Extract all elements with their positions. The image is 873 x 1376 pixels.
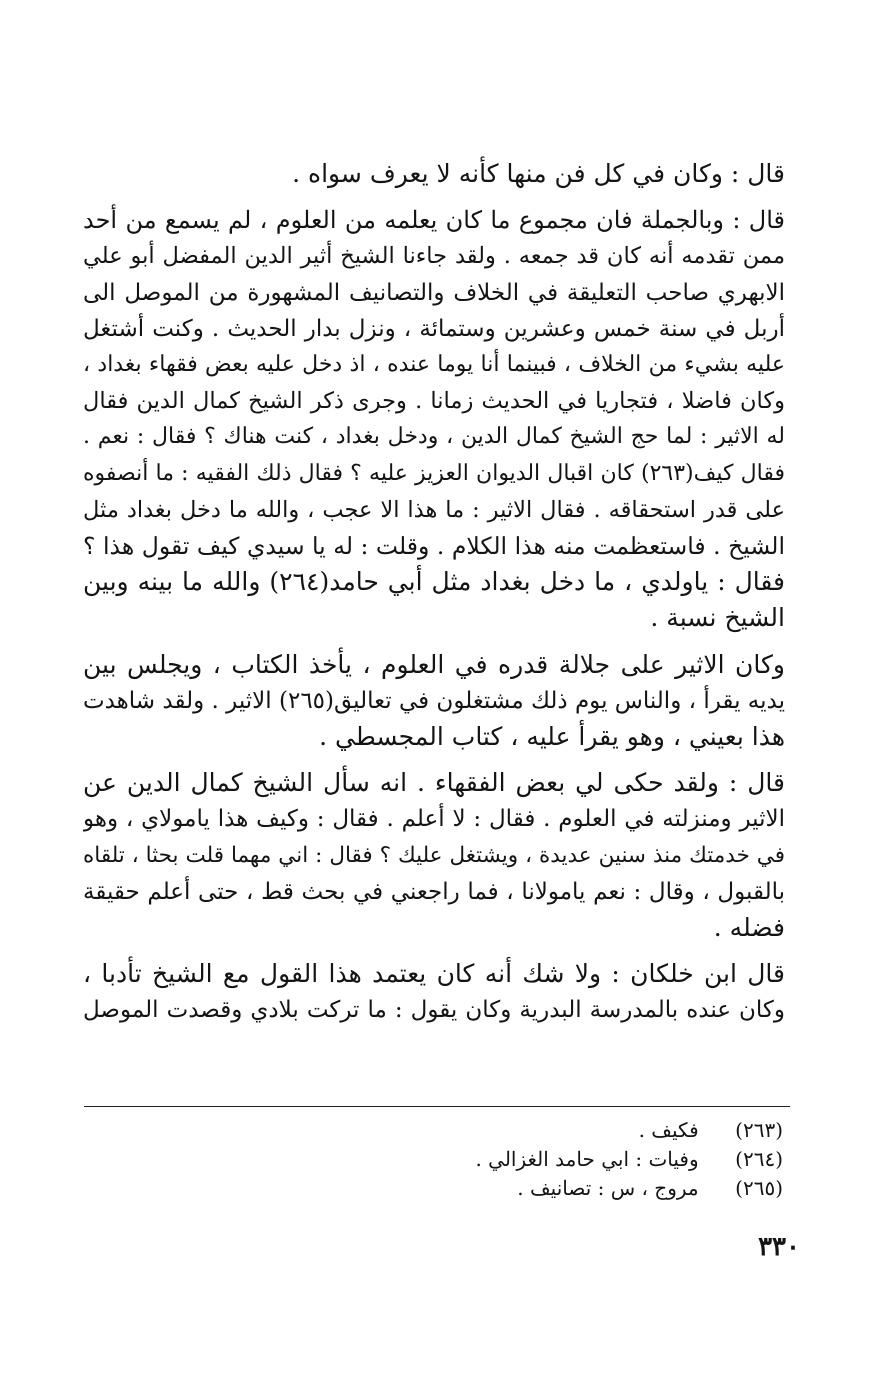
text-line: أربل في سنة خمس وعشرين وستمائة ، ونزل بدار الحديث . وكنت أشتغل [83,315,785,342]
paragraph [83,647,785,756]
text-line: الشيخ نسبة . [650,603,785,633]
text-line: في خدمتك منذ سنين عديدة ، ويشتغل عليك ؟ فقال : اني مهما قلت بحثا ، تلقاه [83,842,785,868]
footnote-text: وفيات : ابي حامد الغزالي . [475,1147,699,1171]
footnote-number: (٢٦٣) [735,1118,783,1142]
text-line: الاثير ومنزلته في العلوم . فقال : لا أعلم . فقال : وكيف هذا يامولاي ، وهو [83,806,785,833]
text-line: وكان الاثير على جلالة قدره في العلوم ، يأخذ الكتاب ، ويجلس بين [83,649,785,679]
footnote [83,1145,783,1174]
page-number: ٣٣٠ [758,1232,800,1262]
footnote-number: (٢٦٥) [735,1176,783,1200]
footnote-number: (٢٦٤) [735,1147,783,1171]
footnote-text: مروج ، س : تصانيف . [517,1176,699,1200]
footnote-text: فكيف . [638,1118,699,1142]
paragraph [83,765,785,946]
text-line: على قدر استحقاقه . فقال الاثير : ما هذا الا عجب ، والله ما دخل بغداد مثل [83,496,785,523]
text-line: قال : وبالجملة فان مجموع ما كان يعلمه من العلوم ، لم يسمع من أحد [83,206,785,235]
text-line: يديه يقرأ ، والناس يوم ذلك مشتغلون في تعاليق(٢٦٥) الاثير . ولقد شاهدت [83,687,785,714]
footnote-divider [84,1106,790,1107]
paragraph [83,156,785,192]
text-line: بالقبول ، وقال : نعم يامولانا ، فما راجعني في بحث قط ، حتى أعلم حقيقة [83,878,785,905]
text-line: ممن تقدمه أنه كان قد جمعه . ولقد جاءنا الشيخ أثير الدين المفضل أبو علي [83,243,785,270]
text-line: الشيخ . فاستعظمت منه هذا الكلام . وقلت : له يا سيدي كيف تقول هذا ؟ [83,532,785,561]
paragraph [83,202,785,636]
text-line: له الاثير : لما حج الشيخ كمال الدين ، ودخل بغداد ، كنت هناك ؟ فقال : نعم . [83,424,785,450]
text-line: فقال : ياولدي ، ما دخل بغداد مثل أبي حامد(٢٦٤) والله ما بينه وبين [83,567,785,597]
paragraph [83,956,785,1028]
text-line: قال : ولقد حكى لي بعض الفقهاء . انه سأل الشيخ كمال الدين عن [83,768,785,798]
footnotes [83,1116,783,1203]
text-line: فقال كيف(٢٦٣) كان اقبال الديوان العزيز عليه ؟ فقال ذلك الفقيه : ما أنصفوه [83,460,785,486]
text-line: الابهري صاحب التعليقة في الخلاف والتصانيف المشهورة من الموصل الى [83,279,785,306]
text-line: قال : وكان في كل فن منها كأنه لا يعرف سواه . [292,159,785,188]
footnote [83,1174,783,1203]
text-line: عليه بشيء من الخلاف ، فبينما أنا يوما عنده ، اذ دخل عليه بعض فقهاء بغداد ، [83,352,785,378]
text-line: فضله . [713,913,785,943]
text-line: قال ابن خلكان : ولا شك أنه كان يعتمد هذا القول مع الشيخ تأدبا ، [83,959,785,989]
text-line: هذا بعيني ، وهو يقرأ عليه ، كتاب المجسطي . [319,722,785,752]
text-line: وكان فاضلا ، فتجاريا في الحديث زمانا . وجرى ذكر الشيخ كمال الدين فقال [83,388,785,415]
footnote [83,1116,783,1145]
text-line: وكان عنده بالمدرسة البدرية وكان يقول : ما تركت بلادي وقصدت الموصل [83,997,785,1024]
main-text [83,156,785,1029]
